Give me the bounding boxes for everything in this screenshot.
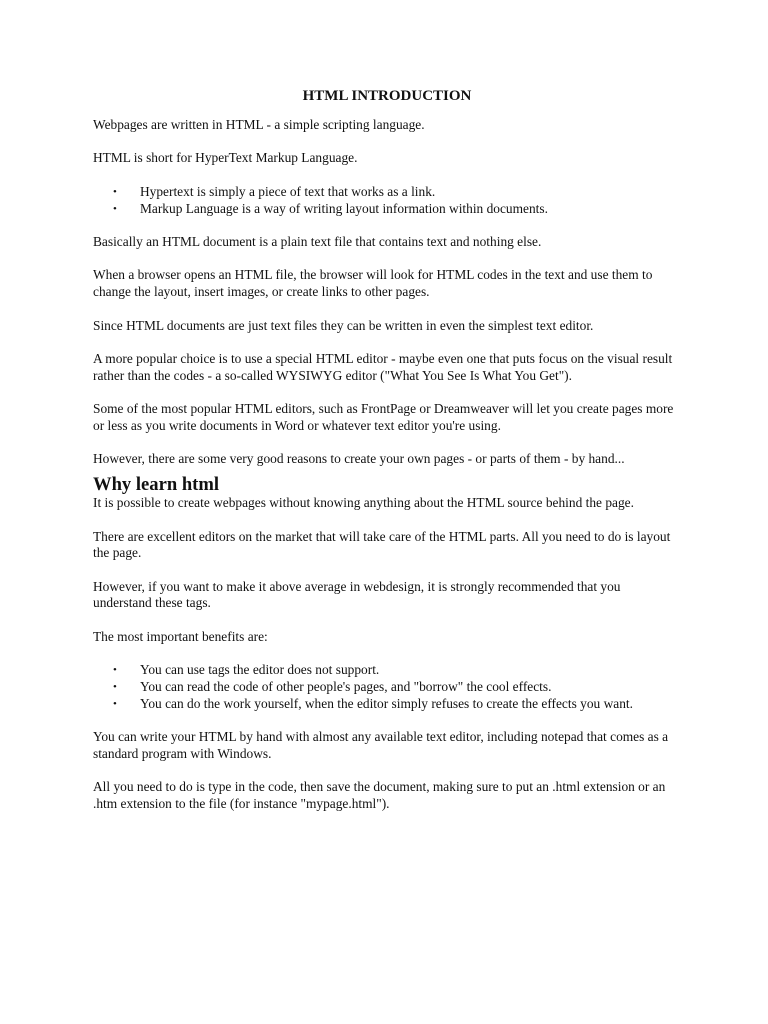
list-item-text: You can use tags the editor does not support. (140, 662, 380, 678)
list-item (93, 679, 681, 696)
list-item-text: Markup Language is a way of writing layout information within documents. (140, 200, 548, 216)
paragraph: Since HTML documents are just text files they can be written in even the simplest text editor. (93, 317, 594, 333)
bullet-icon: • (113, 697, 117, 710)
list-item-text: You can do the work yourself, when the editor simply refuses to create the effects you want. (140, 695, 633, 711)
paragraph: You can write your HTML by hand with almost any available text editor, including notepad that comes as a standard program with Windows. (93, 729, 669, 762)
paragraph: However, there are some very good reasons to create your own pages - or parts of them - by hand... (93, 451, 625, 467)
paragraph: HTML is short for HyperText Markup Language. (93, 150, 358, 166)
paragraph: There are excellent editors on the market that will take care of the HTML parts. All you need to do is layout the page. (93, 528, 671, 561)
benefits-list (93, 662, 681, 712)
document-page (93, 87, 681, 830)
list-item (93, 184, 681, 201)
paragraph: All you need to do is type in the code, then save the document, making sure to put an .html extension or an .htm extension to the file (for instance "mypage.html"). (93, 779, 666, 812)
bullet-icon: • (113, 681, 117, 694)
section-heading: Why learn html (93, 474, 220, 496)
bullet-icon: • (113, 185, 117, 198)
paragraph: The most important benefits are: (93, 628, 268, 644)
paragraph: Basically an HTML document is a plain text file that contains text and nothing else. (93, 233, 542, 249)
list-item (93, 662, 681, 679)
document-title: HTML INTRODUCTION (302, 88, 472, 104)
list-item-text: You can read the code of other people's pages, and "borrow" the cool effects. (140, 679, 552, 695)
paragraph: When a browser opens an HTML file, the browser will look for HTML codes in the text and use them to change the layout, insert images, or create links to other pages. (93, 267, 653, 300)
bullet-icon: • (113, 664, 117, 677)
list-item-text: Hypertext is simply a piece of text that works as a link. (140, 183, 436, 199)
paragraph: Some of the most popular HTML editors, such as FrontPage or Dreamweaver will let you create pages more or less as you write documents in Word or whatever text editor you're using. (93, 401, 674, 433)
list-item (93, 201, 681, 218)
paragraph: It is possible to create webpages without knowing anything about the HTML source behind the page. (93, 495, 634, 511)
paragraph: Webpages are written in HTML - a simple scripting language. (93, 117, 425, 132)
bullet-icon: • (113, 202, 117, 215)
list-item (93, 696, 681, 713)
paragraph: However, if you want to make it above average in webdesign, it is strongly recommended that you understand these tags. (93, 578, 621, 611)
paragraph: A more popular choice is to use a special HTML editor - maybe even one that puts focus on the visual result rather than the codes - a so-called WYSIWYG editor ("What You See Is What You Get"). (93, 350, 673, 383)
definition-list (93, 184, 681, 218)
